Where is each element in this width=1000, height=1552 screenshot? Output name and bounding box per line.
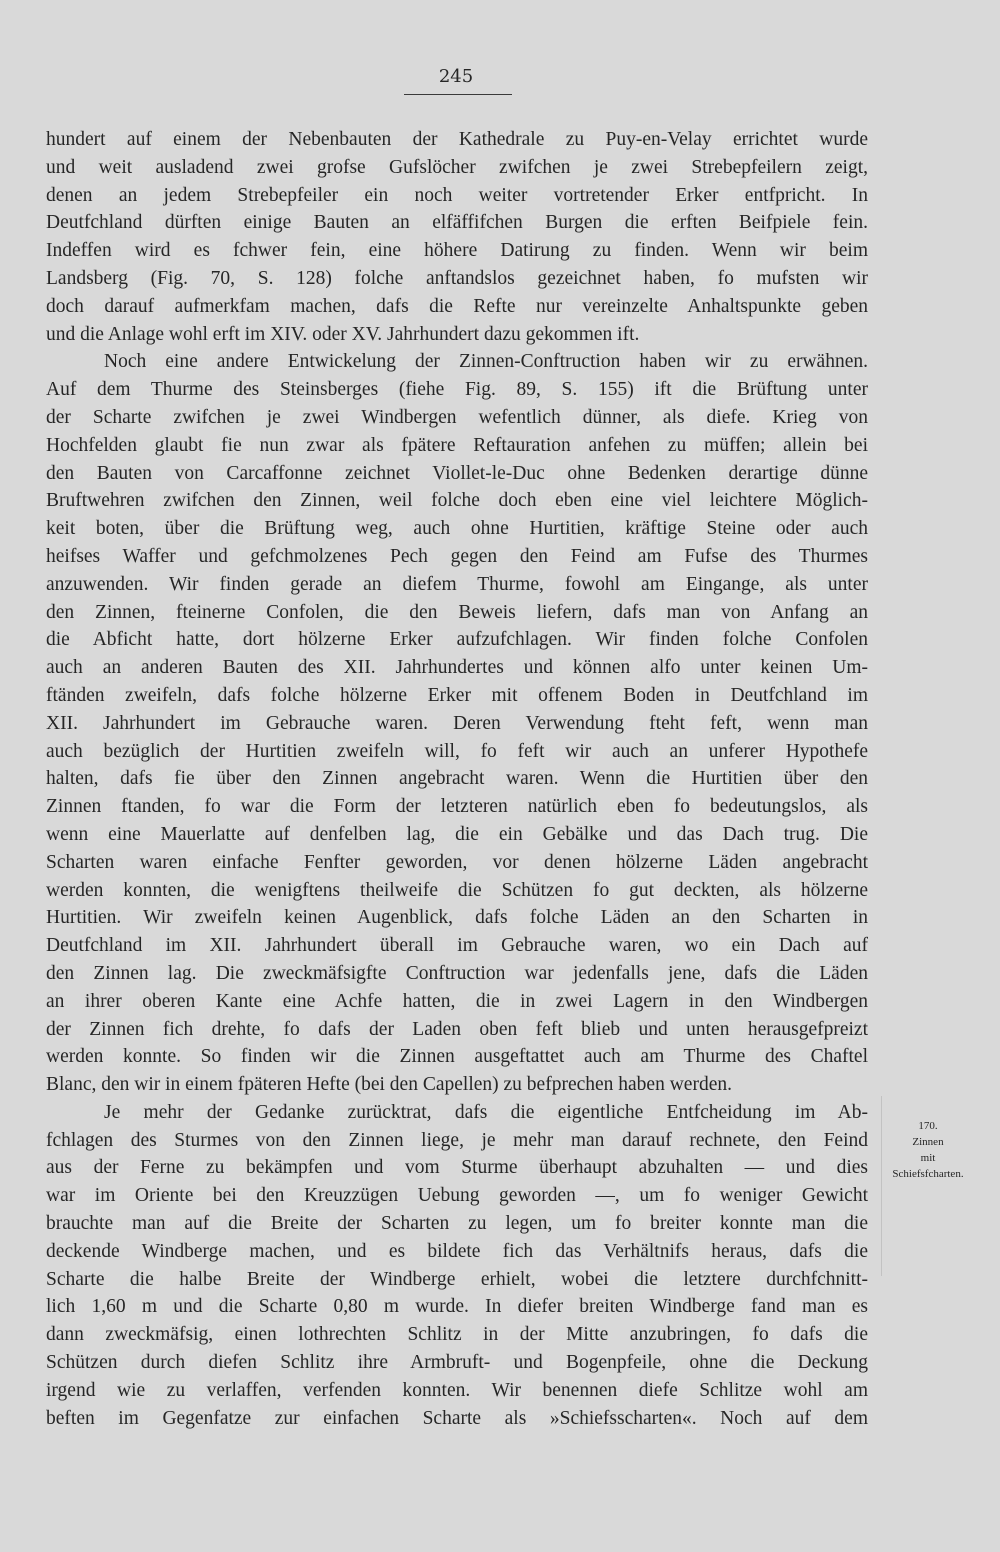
text-line: Indeffen wird es fchwer fein, eine höhere Datirung zu finden. Wenn wir beim [46,240,868,262]
text-line: brauchte man auf die Breite der Scharten zu legen, um fo breiter konnte man die [46,1213,868,1235]
text-line: fchlagen des Sturmes von den Zinnen liege, je mehr man darauf rechnete, den Feind [46,1129,868,1151]
text-line: beften im Gegenfatze zur einfachen Scharte als »Schiefsscharten«. Noch auf dem [46,1407,868,1429]
text-line: Scharte die halbe Breite der Windberge erhielt, wobei die letztere durchfchnitt- [46,1268,868,1290]
text-line: Auf dem Thurme des Steinsberges (fiehe Fig. 89, S. 155) ift die Brüftung unter [46,379,868,401]
text-line: aus der Ferne zu bekämpfen und vom Sturme überhaupt abzuhalten — und dies [46,1157,868,1179]
text-line: und weit ausladend zwei grofse Gufslöcher zwifchen je zwei Strebepfeilern zeigt, [46,156,868,178]
text-line: den Zinnen, fteinerne Confolen, die den Beweis liefern, dafs man von Anfang an [46,601,868,623]
text-line: XII. Jahrhundert im Gebrauche waren. Deren Verwendung fteht feft, wenn man [46,712,868,734]
text-line: den Zinnen lag. Die zweckmäfsigfte Conftruction war jedenfalls jene, dafs die Läden [46,962,868,984]
text-line: heifses Waffer und gefchmolzenes Pech gegen den Feind am Fufse des Thurmes [46,545,868,567]
text-line: Hurtitien. Wir zweifeln keinen Augenblick, dafs folche Läden an den Scharten in [46,907,868,929]
text-line: Deutfchland dürften einige Bauten an elfäffifchen Burgen die erften Beifpiele fein. [46,212,868,234]
text-line: halten, dafs fie über den Zinnen angebracht waren. Wenn die Hurtitien über den [46,768,868,790]
text-line: Zinnen ftanden, fo war die Form der letzteren natürlich eben fo bedeutungslos, als [46,796,868,818]
margin-note-line: mit [920,1152,936,1164]
text-line: den Bauten von Carcaffonne zeichnet Viollet-le-Duc ohne Bedenken derartige dünne [46,462,868,484]
text-line: auch an anderen Bauten des XII. Jahrhundertes und können alfo unter keinen Um- [46,657,868,679]
margin-note-line: Schiefsfcharten. [892,1168,964,1180]
text-line: Noch eine andere Entwickelung der Zinnen-Conftruction haben wir zu erwähnen. [104,351,868,373]
text-line: keit boten, über die Brüftung weg, auch ohne Hurtitien, kräftige Steine oder auch [46,518,868,540]
text-line: hundert auf einem der Nebenbauten der Kathedrale zu Puy-en-Velay errichtet wurde [46,129,868,150]
text-line: Landsberg (Fig. 70, S. 128) folche anftandslos gezeichnet haben, fo mufsten wir [46,267,868,289]
text-line: denen an jedem Strebepfeiler ein noch weiter vortretender Erker entfpricht. In [46,184,868,206]
text-line: werden konnte. So finden wir die Zinnen ausgeftattet auch am Thurme des Chaftel [46,1046,868,1068]
margin-note-line: Zinnen [912,1136,944,1148]
text-line: war im Oriente bei den Kreuzzügen Uebung geworden —, um fo weniger Gewicht [46,1185,868,1207]
text-line: deckende Windberge machen, und es bildete fich das Verhältnifs heraus, dafs die [46,1240,868,1262]
text-line: und die Anlage wohl erft im XIV. oder XV. Jahrhundert dazu gekommen ift. [46,323,640,345]
text-line: Je mehr der Gedanke zurücktrat, dafs die eigentliche Entfcheidung im Ab- [104,1101,868,1123]
text-line: doch darauf aufmerkfam machen, dafs die Refte nur vereinzelte Anhaltspunkte geben [46,295,868,317]
text-line: dann zweckmäfsig, einen lothrechten Schlitz in der Mitte anzubringen, fo dafs die [46,1324,868,1346]
text-line: Deutfchland im XII. Jahrhundert überall im Gebrauche waren, wo ein Dach auf [46,935,868,957]
text-line: Hochfelden glaubt fie nun zwar als fpätere Reftauration anfehen zu müffen; allein bei [46,434,868,456]
text-line: irgend wie zu verlaffen, verfenden konnten. Wir benennen diefe Schlitze wohl am [46,1379,868,1401]
page-number: 245 [438,66,474,87]
text-line: an ihrer oberen Kante eine Achfe hatten, die in zwei Lagern in den Windbergen [46,990,868,1012]
body-text [46,126,868,1432]
margin-note [872,1118,984,1182]
text-line: wenn eine Mauerlatte auf denfelben lag, die ein Gebälke und das Dach trug. Die [46,823,868,845]
text-line: auch bezüglich der Hurtitien zweifeln will, fo feft wir auch an unferer Hypothefe [46,740,868,762]
margin-note-number: 170. [918,1120,938,1132]
page-number-rule [404,94,512,95]
text-line: lich 1,60 m und die Scharte 0,80 m wurde. In diefer breiten Windberge fand man es [46,1296,868,1318]
text-line: Schützen durch diefen Schlitz ihre Armbruft- und Bogenpfeile, ohne die Deckung [46,1352,868,1374]
text-line: anzuwenden. Wir finden gerade an diefem Thurme, fowohl am Eingange, als unter [46,573,868,595]
text-line: Scharten waren einfache Fenfter geworden, vor denen hölzerne Läden angebracht [46,851,868,873]
text-line: die Abficht hatte, dort hölzerne Erker aufzufchlagen. Wir finden folche Confolen [46,629,868,651]
text-line: der Scharte zwifchen je zwei Windbergen wefentlich dünner, als diefe. Krieg von [46,406,868,428]
text-line: Blanc, den wir in einem fpäteren Hefte (bei den Capellen) zu befprechen haben werden. [46,1074,732,1096]
text-line: werden konnten, die wenigftens theilweife die Schützen fo gut deckten, als hölzerne [46,879,868,901]
text-line: Bruftwehren zwifchen den Zinnen, weil folche doch eben eine viel leichtere Möglich- [46,490,868,512]
text-line: der Zinnen fich drehte, fo dafs der Laden oben feft blieb und unten herausgefpreizt [46,1018,868,1040]
text-line: ftänden zweifeln, dafs folche hölzerne Erker mit offenem Boden in Deutfchland im [46,684,868,706]
